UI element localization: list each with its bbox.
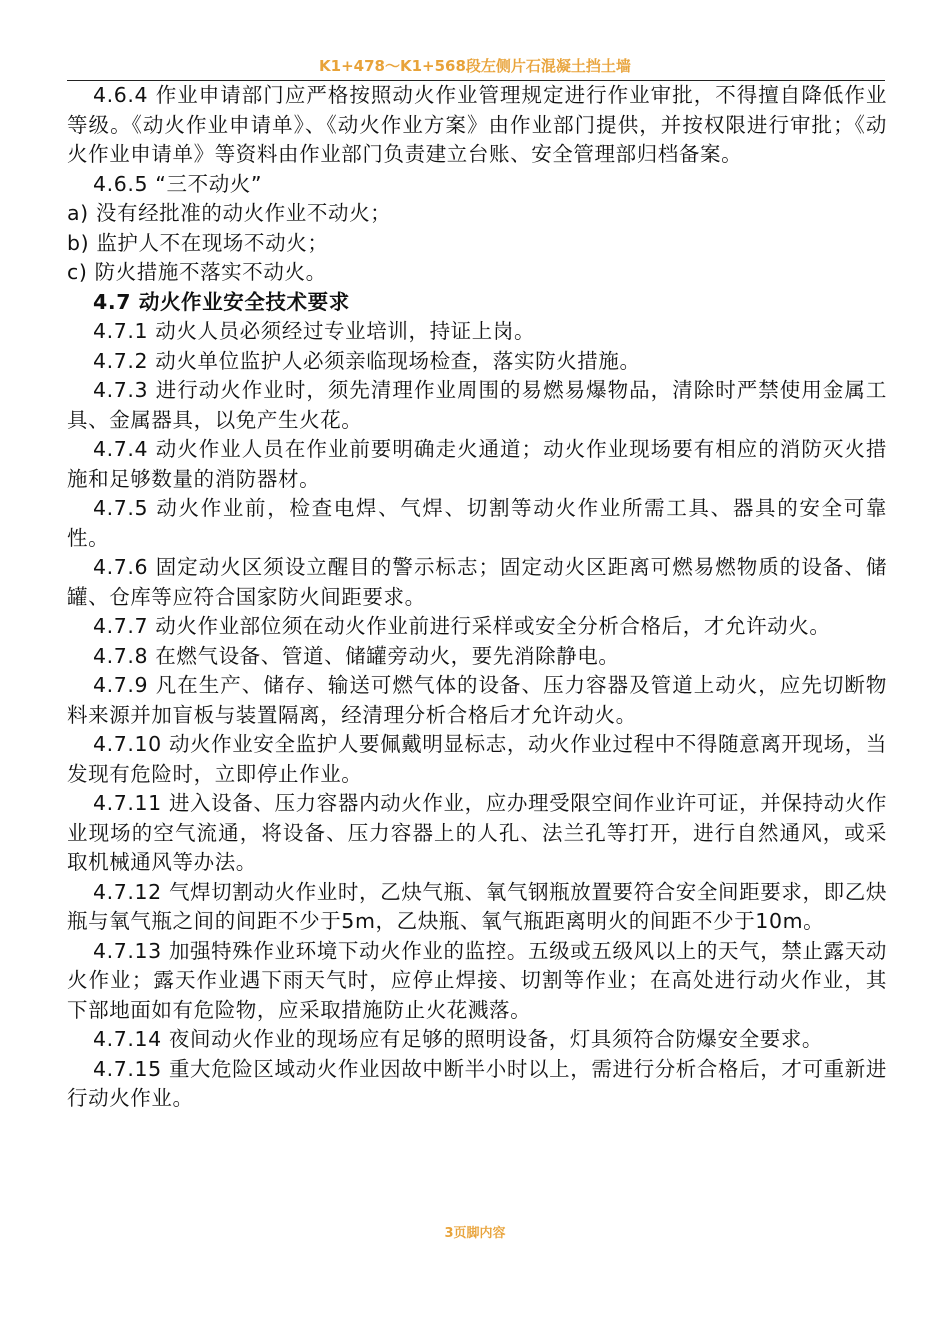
paragraph-4-7-5: 4.7.5 动火作业前，检查电焊、气焊、切割等动火作业所需工具、器具的安全可靠性。 <box>67 496 887 550</box>
paragraph-4-6-5: 4.6.5 “三不动火” <box>93 171 263 196</box>
paragraph-4-6-4: 4.6.4 作业申请部门应严格按照动火作业管理规定进行作业审批，不得擅自降低作业等级。《动火作业申请单》、《动火作业方案》由作业部门提供，并按权限进行审批；《动火作业申请单》等资料由作业部门负责建立台账、安全管理部归档备案。 <box>67 83 887 166</box>
paragraph-4-7-15: 4.7.15 重大危险区域动火作业因故中断半小时以上，需进行分析合格后，才可重新进行动火作业。 <box>67 1056 887 1110</box>
list-item-b: b) 监护人不在现场不动火； <box>67 230 329 255</box>
paragraph-4-7-9: 4.7.9 凡在生产、储存、输送可燃气体的设备、压力容器及管道上动火，应先切断物料来源并加盲板与装置隔离，经清理分析合格后才允许动火。 <box>67 673 887 727</box>
paragraph-4-7-6: 4.7.6 固定动火区须设立醒目的警示标志；固定动火区距离可燃易燃物质的设备、储罐、仓库等应符合国家防火间距要求。 <box>67 555 887 609</box>
paragraph-4-7-13: 4.7.13 加强特殊作业环境下动火作业的监控。五级或五级风以上的天气，禁止露天动火作业；露天作业遇下雨天气时，应停止焊接、切割等作业；在高处进行动火作业，其下部地面如有危险物，应采取措施防止火花溅落。 <box>67 938 887 1022</box>
paragraph-4-7-3: 4.7.3 进行动火作业时，须先清理作业周围的易燃易爆物品，清除时严禁使用金属工具、金属器具，以免产生火花。 <box>67 378 887 432</box>
paragraph-4-7-8: 4.7.8 在燃气设备、管道、储罐旁动火，要先消除静电。 <box>93 643 620 668</box>
list-item-a: a) 没有经批准的动火作业不动火； <box>67 201 392 225</box>
paragraph-4-7-4: 4.7.4 动火作业人员在作业前要明确走火通道；动火作业现场要有相应的消防灭火措施和足够数量的消防器材。 <box>67 437 887 491</box>
document-body <box>67 81 887 1114</box>
paragraph-4-7-7: 4.7.7 动火作业部位须在动火作业前进行采样或安全分析合格后，才允许动火。 <box>93 614 831 638</box>
paragraph-4-7-1: 4.7.1 动火人员必须经过专业培训，持证上岗。 <box>93 319 536 343</box>
paragraph-4-7-14: 4.7.14 夜间动火作业的现场应有足够的照明设备，灯具须符合防爆安全要求。 <box>93 1027 824 1051</box>
paragraph-4-7-12: 4.7.12 气焊切割动火作业时，乙炔气瓶、氧气钢瓶放置要符合安全间距要求，即乙炔瓶与氧气瓶之间的间距不少于5m，乙炔瓶、氧气瓶距离明火的间距不少于10m。 <box>67 879 887 933</box>
paragraph-4-7-10: 4.7.10 动火作业安全监护人要佩戴明显标志，动火作业过程中不得随意离开现场，当发现有危险时，立即停止作业。 <box>67 732 887 786</box>
page-footer: 3页脚内容 <box>444 1226 506 1241</box>
list-item-c: c) 防火措施不落实不动火。 <box>67 260 327 284</box>
paragraph-4-7-11: 4.7.11 进入设备、压力容器内动火作业，应办理受限空间作业许可证，并保持动火作业现场的空气流通，将设备、压力容器上的人孔、法兰孔等打开，进行自然通风，或采取机械通风等办法。 <box>67 791 887 874</box>
page-header-title: K1+478～K1+568段左侧片石混凝土挡土墙 <box>319 57 631 75</box>
section-heading-4-7: 4.7 动火作业安全技术要求 <box>93 289 350 314</box>
paragraph-4-7-2: 4.7.2 动火单位监护人必须亲临现场检查，落实防火措施。 <box>93 348 641 373</box>
